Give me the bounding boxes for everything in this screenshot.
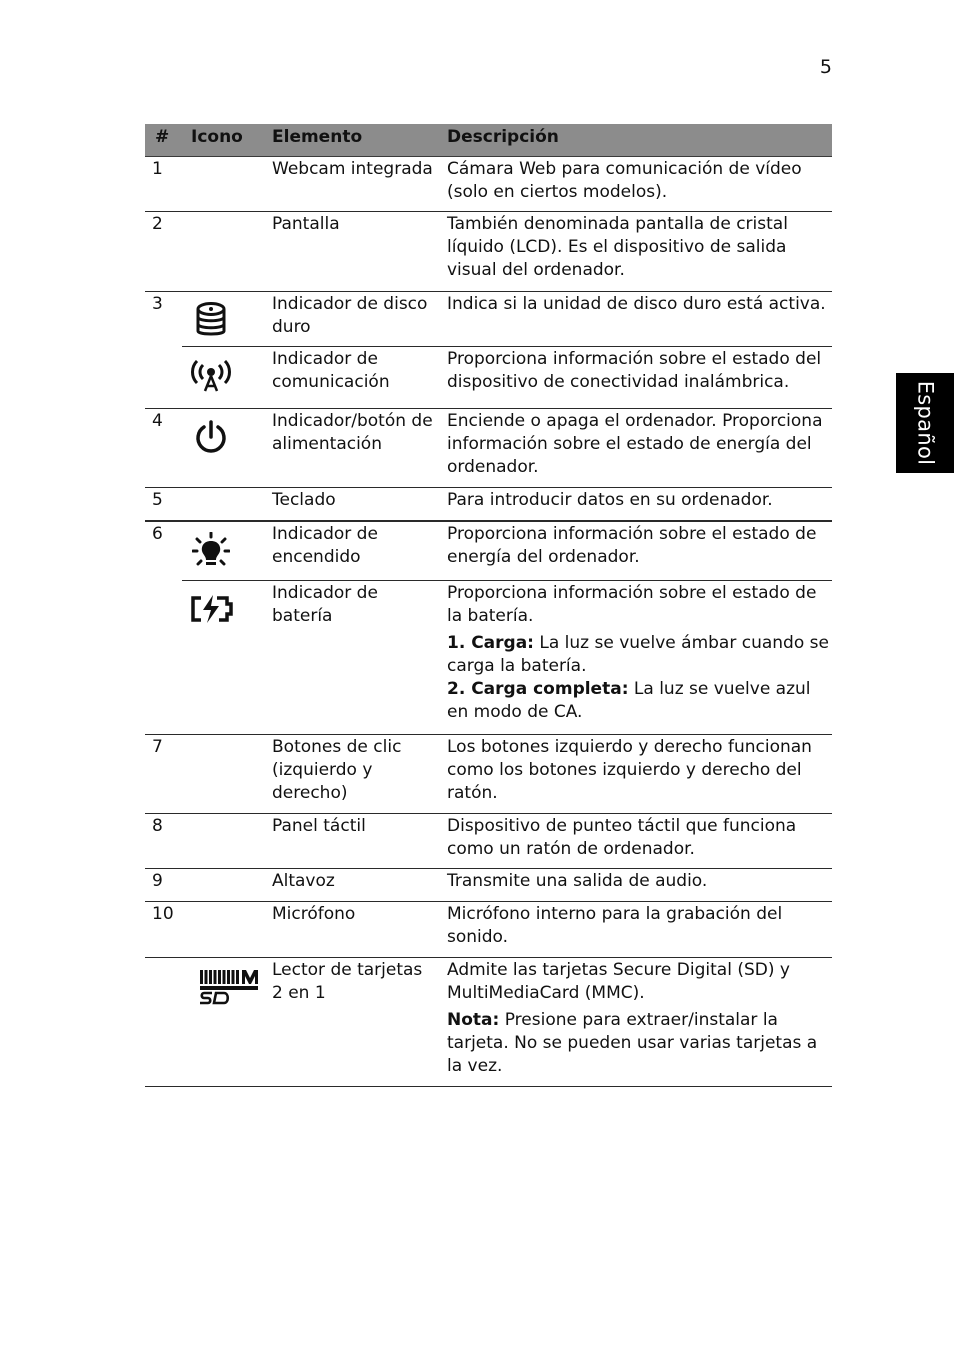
page-number: 5 [819,56,832,78]
row-element: Teclado [272,490,336,510]
row-description: Enciende o apaga el ordenador. Proporciona información sobre el estado de energía del ordenador. [447,411,823,477]
table-row [145,488,832,522]
note-charging: 1. Carga: La luz se vuelve ámbar cuando se carga la batería. [447,633,829,676]
table-row [145,409,832,488]
components-table [145,124,832,1087]
note-full-charge: 2. Carga completa: La luz se vuelve azul en modo de CA. [447,679,811,722]
card-reader-icon [197,968,263,1005]
row-description: Micrófono interno para la grabación del sonido. [447,904,783,947]
row-description: Los botones izquierdo y derecho funcionan como los botones izquierdo y derecho del ratón. [447,737,812,803]
table-row [145,581,832,735]
hdd-icon [185,300,237,339]
row-description: Proporciona información sobre el estado de energía del ordenador. [447,524,817,567]
row-description: Transmite una salida de audio. [447,871,708,891]
table-row [145,347,832,409]
row-element: Indicador de encendido [272,524,378,567]
row-element: Indicador/botón de alimentación [272,411,433,454]
header-num: # [155,127,170,147]
row-description: Cámara Web para comunicación de vídeo (solo en ciertos modelos). [447,159,802,202]
table-row [145,157,832,212]
row-number: 3 [152,294,163,314]
row-element: Indicador de comunicación [272,349,390,392]
row-description: Dispositivo de punteo táctil que funciona como un ratón de ordenador. [447,816,797,859]
table-row [145,902,832,958]
row-description: También denominada pantalla de cristal líquido (LCD). Es el dispositivo de salida visual del ordenador. [447,214,788,280]
row-number: 8 [152,816,163,836]
row-element: Micrófono [272,904,356,924]
row-element: Indicador de batería [272,583,378,626]
table-row [145,522,832,581]
table-row [145,958,832,1087]
header-icon: Icono [191,127,243,147]
table-row [145,869,832,902]
row-number: 5 [152,490,163,510]
table-header [145,124,832,157]
row-element: Indicador de disco duro [272,294,428,337]
row-element: Pantalla [272,214,340,234]
row-number: 1 [152,159,163,179]
row-element: Lector de tarjetas 2 en 1 [272,960,423,1003]
table-row [145,735,832,814]
header-description: Descripción [447,127,559,147]
row-element: Altavoz [272,871,335,891]
row-number: 9 [152,871,163,891]
row-description: Indica si la unidad de disco duro está activa. [447,294,826,314]
row-description: Proporciona información sobre el estado de la batería. 1. Carga: La luz se vuelve ámbar cuando se carga la batería. 2. Carga completa: La luz se vuelve azul en modo de CA. [447,581,832,728]
row-element: Botones de clic (izquierdo y derecho) [272,737,402,803]
row-description: Admite las tarjetas Secure Digital (SD) y MultiMediaCard (MMC). Nota: Presione para extraer/instalar la tarjeta. No se pueden usar varias tarjetas a la vez. [447,958,832,1082]
table-row [145,814,832,869]
row-number: 2 [152,214,163,234]
row-number: 4 [152,411,163,431]
row-number: 10 [152,904,174,924]
row-element: Webcam integrada [272,159,433,179]
language-tab [896,373,954,473]
row-number: 7 [152,737,163,757]
power-icon [185,419,237,456]
language-tab-label: Español [913,380,938,466]
table-row [145,212,832,292]
power-light-icon [185,531,237,572]
row-description: Proporciona información sobre el estado del dispositivo de conectividad inalámbrica. [447,349,822,392]
row-description: Para introducir datos en su ordenador. [447,490,773,510]
wireless-icon [185,359,237,392]
row-number: 6 [152,524,163,544]
table-row [145,292,832,347]
note-card-reader: Nota: Presione para extraer/instalar la tarjeta. No se pueden usar varias tarjetas a la vez. [447,1010,818,1076]
header-element: Elemento [272,127,363,147]
battery-icon [185,593,237,624]
row-element: Panel táctil [272,816,366,836]
